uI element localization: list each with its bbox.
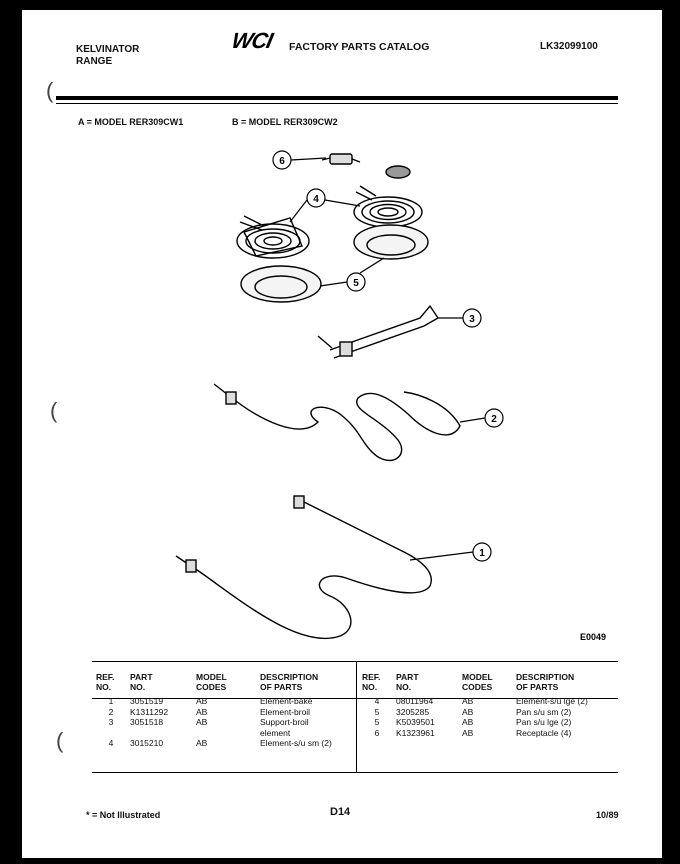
knob-part	[386, 166, 410, 178]
callouts	[273, 151, 503, 561]
callout-3: 3	[469, 314, 475, 325]
table-row: 4 08011964 AB Element-s/u lge (2)	[374, 696, 588, 706]
part-header: PART NO.	[130, 672, 153, 692]
model-a-label: A = MODEL RER309CW1	[78, 117, 184, 127]
table-row: 6 K1323961 AB Receptacle (4)	[374, 727, 572, 738]
callout-5: 5	[353, 278, 359, 289]
model-header: MODEL CODES	[196, 672, 227, 692]
model-b-label: B = MODEL RER309CW2	[232, 117, 338, 127]
desc-header: DESCRIPTION OF PARTS	[260, 672, 319, 692]
bake-element-bracket	[186, 560, 196, 572]
surface-element-small	[237, 216, 309, 258]
callout-4: 4	[313, 194, 319, 205]
callout-2: 2	[491, 414, 497, 425]
bake-element-bracket	[294, 496, 304, 508]
binder-hole-mark: (	[56, 728, 64, 753]
parts-table-right	[362, 672, 620, 738]
page-number: D14	[330, 806, 351, 818]
ref-header: REF. NO.	[96, 672, 115, 692]
table-row: element	[260, 727, 291, 738]
table-row: 3 3051518 AB Support-broil	[108, 717, 309, 727]
table-bottom-rule	[92, 772, 618, 773]
surface-element-large	[354, 186, 422, 227]
broil-element-part	[214, 384, 460, 460]
diagram-code: E0049	[580, 632, 607, 642]
parts-table-left	[96, 672, 364, 749]
table-row: 1 3051519 AB Element-bake	[108, 696, 313, 706]
footer-date: 10/89	[596, 810, 619, 820]
drip-pan-small	[241, 266, 321, 302]
table-row: 5 3205285 AB Pan s/u sm (2)	[374, 706, 572, 717]
product-name: RANGE	[76, 56, 113, 67]
model-header: MODEL CODES	[462, 672, 493, 692]
wci-logo: WCI	[229, 28, 275, 53]
drip-pan-large	[354, 225, 428, 259]
catalog-title: FACTORY PARTS CATALOG	[289, 41, 430, 53]
table-row: 2 K1311292 AB Element-broil	[108, 706, 311, 717]
desc-header: DESCRIPTION OF PARTS	[516, 672, 575, 692]
ref-header: REF. NO.	[362, 672, 381, 692]
part-header: PART NO.	[396, 672, 419, 692]
table-row: 4 3015210 AB Element-s/u sm (2)	[108, 738, 332, 748]
binder-hole-mark: (	[46, 78, 54, 103]
binder-hole-mark: (	[50, 398, 58, 423]
callout-6: 6	[279, 156, 285, 167]
table-row: 5 K5039501 AB Pan s/u lge (2)	[374, 717, 572, 727]
table-top-rule	[92, 661, 618, 662]
broil-support-part	[318, 306, 438, 358]
footer-note: * = Not Illustrated	[86, 810, 161, 820]
bake-element-part	[176, 500, 431, 638]
receptacle-part	[322, 154, 360, 164]
catalog-number: LK32099100	[540, 41, 598, 52]
brand-name: KELVINATOR	[76, 44, 140, 55]
callout-1: 1	[479, 548, 485, 559]
broil-element-bracket	[226, 392, 236, 404]
